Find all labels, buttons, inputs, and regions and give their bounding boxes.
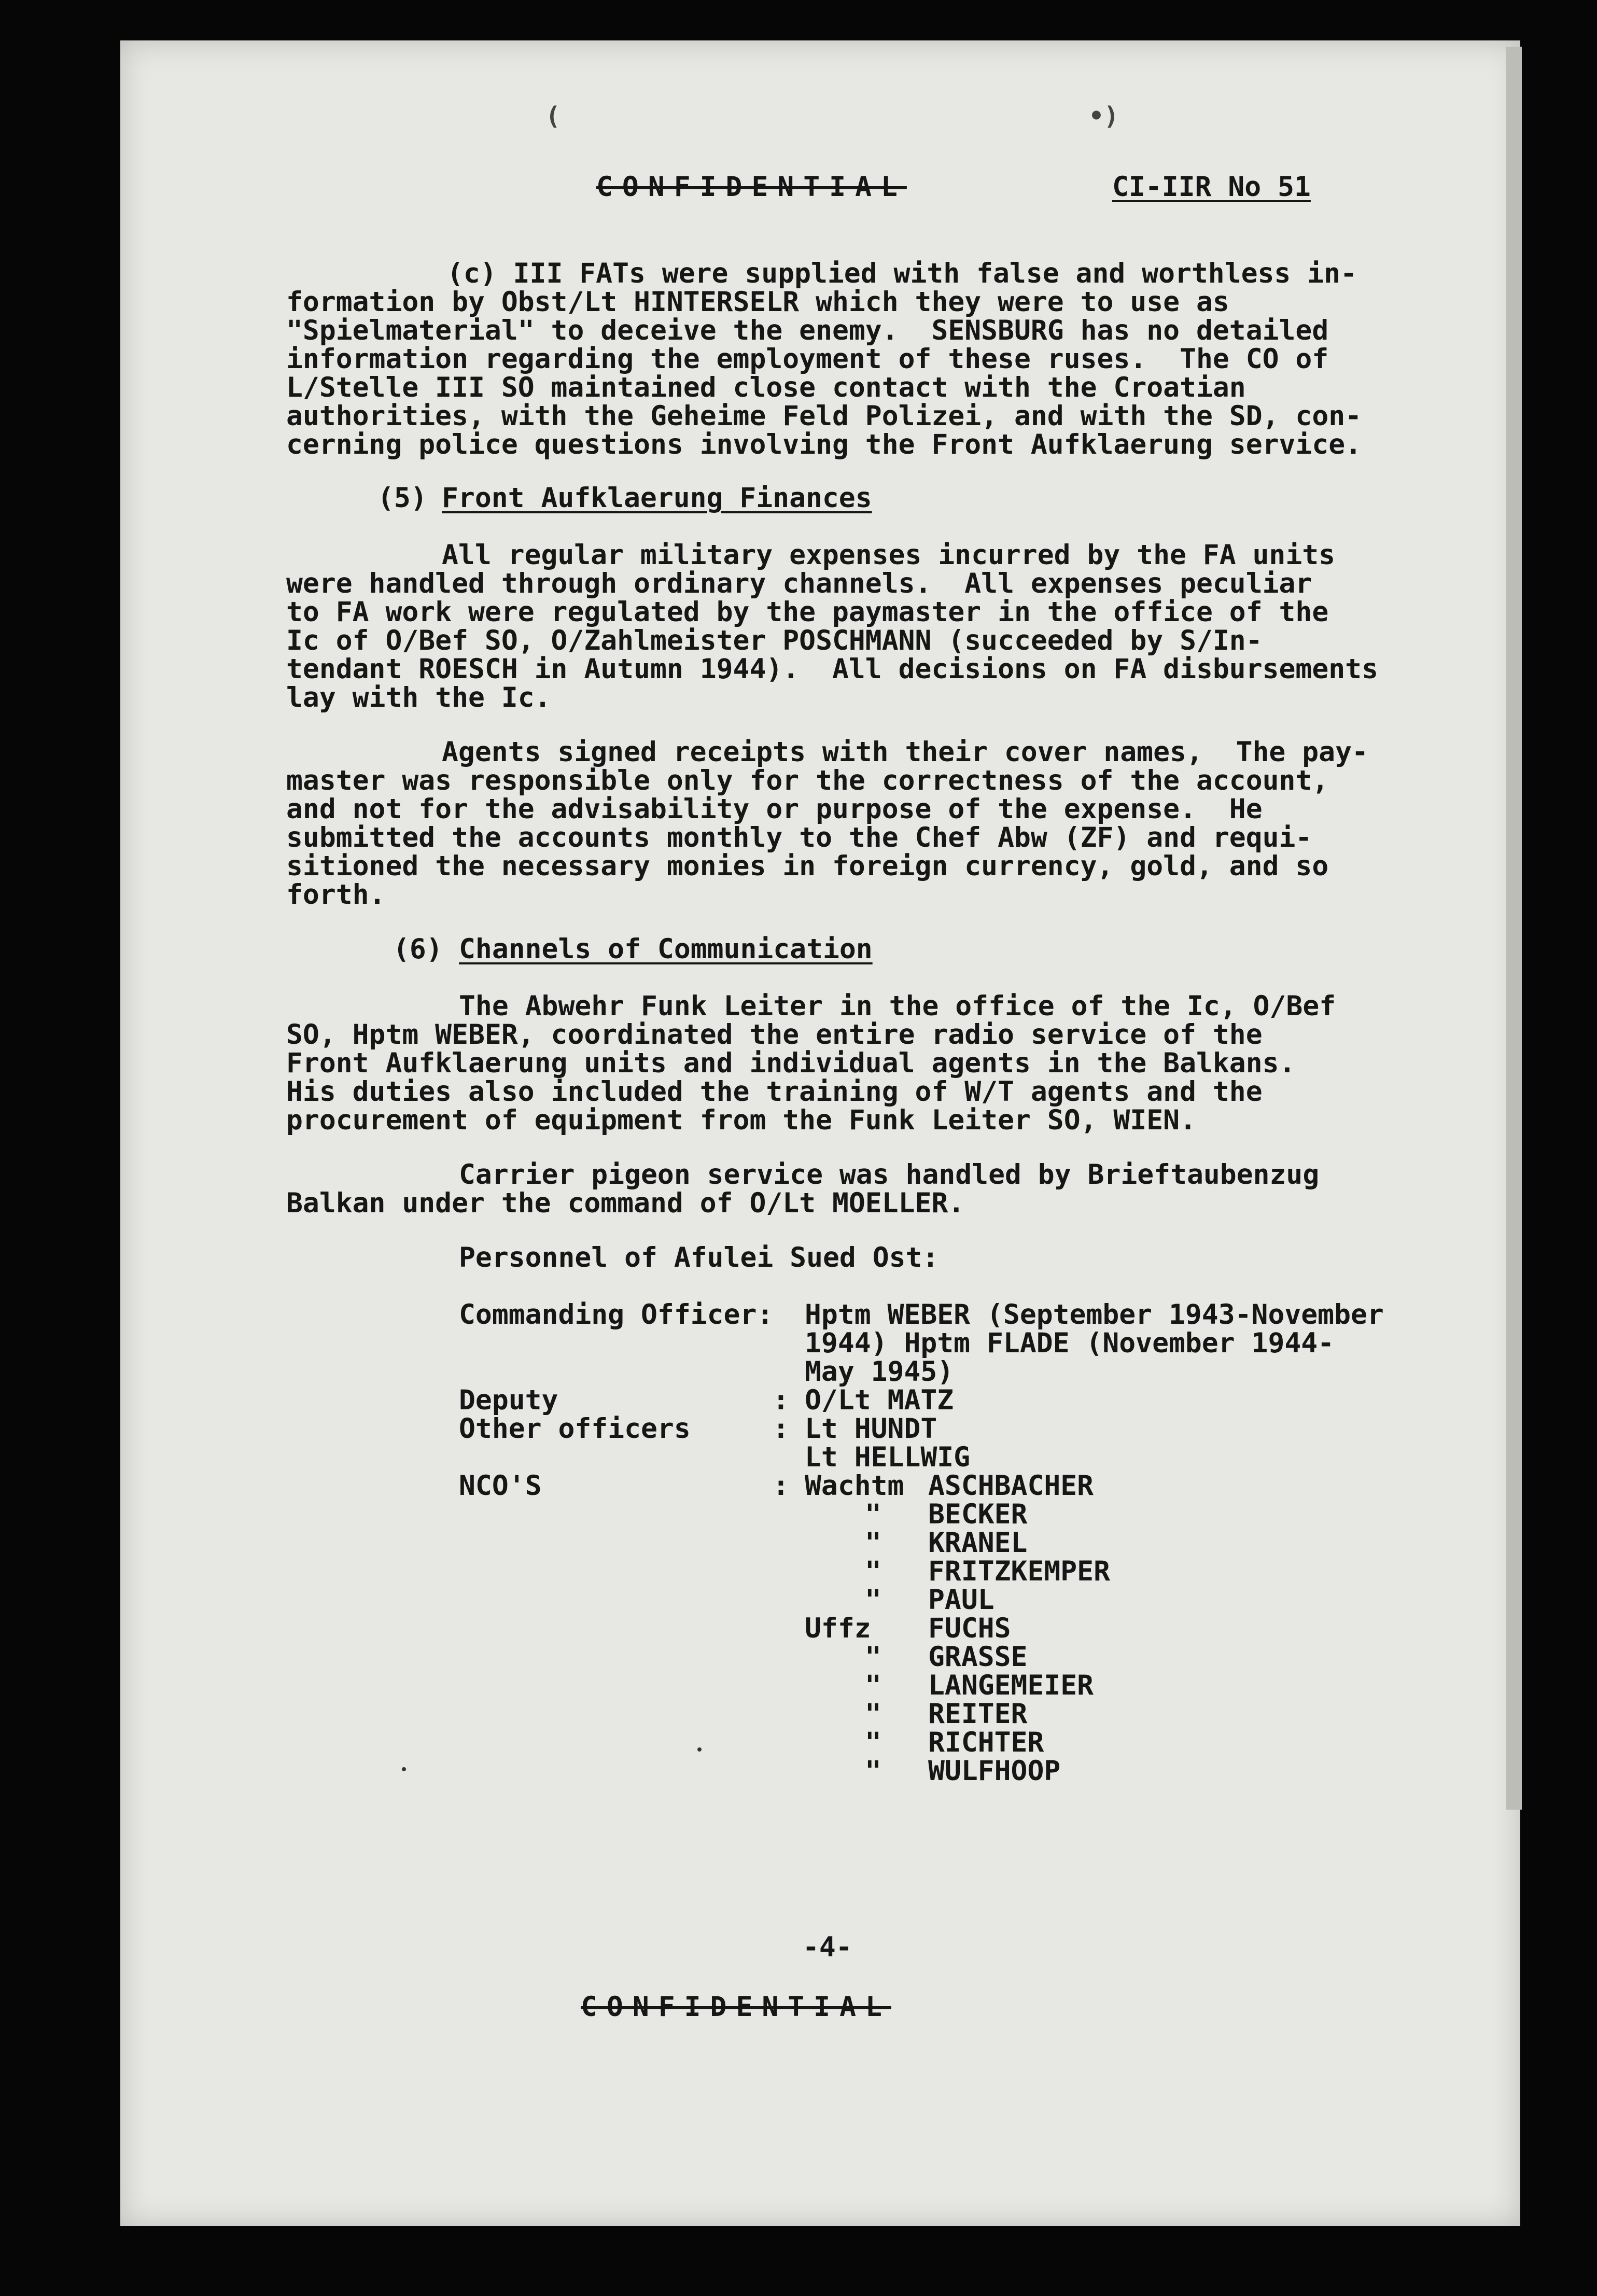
colon: :	[773, 1470, 789, 1502]
deputy-label: Deputy	[459, 1384, 558, 1416]
text-line: Ic of O/Bef SO, O/Zahlmeister POSCHMANN (succeeded by S/In-	[286, 625, 1263, 656]
ditto-mark: "	[865, 1698, 881, 1730]
ditto-mark: "	[865, 1527, 881, 1559]
text-line: Front Aufklaerung units and individual agents in the Balkans.	[286, 1047, 1296, 1079]
footer-classification: CONFIDENTIAL	[581, 1991, 891, 2023]
officer-name: Lt HUNDT	[805, 1413, 937, 1445]
text-line: L/Stelle III SO maintained close contact with the Croatian	[286, 372, 1246, 403]
ditto-mark: "	[865, 1755, 881, 1787]
text-line: formation by Obst/Lt HINTERSELR which they were to use as	[286, 286, 1229, 318]
text-line: tendant ROESCH in Autumn 1944). All decisions on FA disbursements	[286, 653, 1378, 685]
text-line: lay with the Ic.	[286, 682, 551, 713]
section-5-title: Front Aufklaerung Finances	[442, 482, 872, 514]
nco-rank: Wachtm	[805, 1470, 904, 1502]
officer-name: Lt HELLWIG	[805, 1441, 971, 1473]
nco-name: FUCHS	[928, 1613, 1011, 1644]
punch-mark-icon: (	[545, 102, 561, 131]
nco-name: PAUL	[928, 1584, 994, 1616]
text-line: master was responsible only for the correctness of the account,	[286, 765, 1329, 796]
ditto-mark: "	[865, 1727, 881, 1758]
text-line: His duties also included the training of W/T agents and the	[286, 1076, 1263, 1108]
other-officers-label: Other officers	[459, 1413, 691, 1445]
text-line: procurement of equipment from the Funk Leiter SO, WIEN.	[286, 1104, 1196, 1136]
ditto-mark: "	[865, 1584, 881, 1616]
section-5-number: (5)	[377, 482, 427, 514]
nco-name: GRASSE	[928, 1641, 1028, 1673]
nco-name: WULFHOOP	[928, 1755, 1061, 1787]
stray-mark	[697, 1747, 702, 1752]
text-line: sitioned the necessary monies in foreign currency, gold, and so	[286, 850, 1329, 882]
header-classification: CONFIDENTIAL	[596, 171, 907, 203]
ditto-mark: "	[865, 1499, 881, 1530]
text-line: "Spielmaterial" to deceive the enemy. SENSBURG has no detailed	[286, 315, 1329, 346]
report-number: CI-IIR No 51	[1112, 171, 1311, 203]
ditto-mark: "	[865, 1670, 881, 1701]
text-line: Balkan under the command of O/Lt MOELLER.	[286, 1187, 965, 1219]
ditto-mark: "	[865, 1556, 881, 1587]
text-line: and not for the advisability or purpose of the expense. He	[286, 793, 1263, 825]
nco-name: LANGEMEIER	[928, 1670, 1094, 1701]
nco-name: ASCHBACHER	[928, 1470, 1094, 1502]
nco-name: FRITZKEMPER	[928, 1556, 1110, 1587]
text-line: were handled through ordinary channels. All expenses peculiar	[286, 568, 1312, 599]
text-line: Agents signed receipts with their cover names, The pay-	[442, 736, 1368, 768]
text-line: The Abwehr Funk Leiter in the office of the Ic, O/Bef	[459, 990, 1336, 1022]
text-line: forth.	[286, 879, 386, 911]
commanding-value: 1944) Hptm FLADE (November 1944-	[805, 1327, 1335, 1359]
nco-name: REITER	[928, 1698, 1028, 1730]
punch-mark-icon: •)	[1089, 102, 1119, 131]
commanding-value: Hptm WEBER (September 1943-November	[805, 1299, 1384, 1331]
text-line: Carrier pigeon service was handled by Brieftaubenzug	[459, 1159, 1320, 1191]
colon: :	[773, 1384, 789, 1416]
text-line: cerning police questions involving the Front Aufklaerung service.	[286, 429, 1362, 460]
commanding-label: Commanding Officer:	[459, 1299, 774, 1331]
section-6-title: Channels of Communication	[459, 933, 873, 965]
nco-name: KRANEL	[928, 1527, 1028, 1559]
colon: :	[773, 1413, 789, 1445]
stray-mark	[402, 1767, 406, 1771]
nco-name: RICHTER	[928, 1727, 1044, 1758]
text-line: to FA work were regulated by the paymaster in the office of the	[286, 596, 1329, 628]
text-line: SO, Hptm WEBER, coordinated the entire radio service of the	[286, 1019, 1263, 1051]
deputy-value: O/Lt MATZ	[805, 1384, 954, 1416]
section-6-number: (6)	[393, 933, 443, 965]
text-line: All regular military expenses incurred by the FA units	[442, 539, 1336, 571]
page-number: -4-	[803, 1931, 852, 1963]
nco-rank: Uffz	[805, 1613, 871, 1644]
text-line: information regarding the employment of these ruses. The CO of	[286, 343, 1329, 375]
ditto-mark: "	[865, 1641, 881, 1673]
ncos-label: NCO'S	[459, 1470, 542, 1502]
nco-name: BECKER	[928, 1499, 1028, 1530]
text-line: (c) III FATs were supplied with false and worthless in-	[447, 258, 1357, 289]
personnel-heading: Personnel of Afulei Sued Ost:	[459, 1242, 939, 1273]
text-line: submitted the accounts monthly to the Chef Abw (ZF) and requi-	[286, 822, 1312, 853]
commanding-value: May 1945)	[805, 1356, 954, 1388]
text-line: authorities, with the Geheime Feld Polizei, and with the SD, con-	[286, 400, 1362, 432]
